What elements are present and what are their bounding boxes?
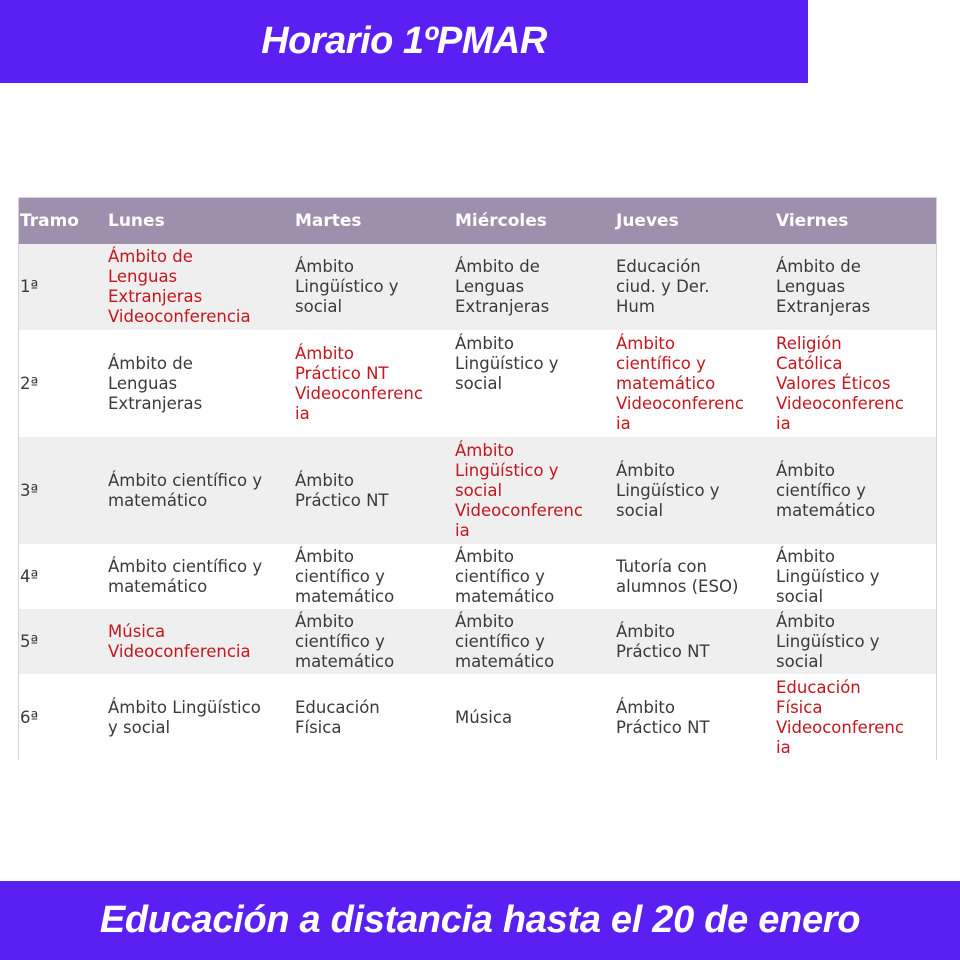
subject-text: Ámbito científico y matemático: [108, 470, 263, 510]
subject-text: Ámbito Práctico NT: [616, 698, 710, 737]
subject-text: Ámbito científico y matemático: [776, 460, 876, 520]
subject-text: Música Videoconferencia: [108, 621, 251, 661]
subject-text: Ámbito Lingüístico y social: [776, 611, 880, 671]
subject-text: Tutoría con alumnos (ESO): [616, 556, 739, 596]
schedule-cell: [616, 544, 776, 609]
schedule-cell: [616, 330, 776, 437]
tramo-cell: 2ª: [19, 330, 108, 437]
schedule-cell: [108, 544, 295, 609]
column-header-viernes: Viernes: [776, 198, 936, 244]
schedule-cell: [455, 609, 616, 674]
subject-text: Ámbito Lingüístico y social Videoconferenc ia: [455, 440, 583, 540]
schedule-cell: [108, 437, 295, 544]
subject-text: Ámbito científico y matemático: [455, 611, 555, 671]
tramo-cell: 1ª: [19, 244, 108, 330]
column-header-martes: Martes: [295, 198, 455, 244]
table-header-row: [19, 198, 936, 244]
column-header-lunes: Lunes: [108, 198, 295, 244]
title-banner: [0, 0, 808, 83]
table-row: [19, 244, 936, 330]
schedule-cell: [295, 609, 455, 674]
tramo-cell: 4ª: [19, 544, 108, 609]
subject-text: Educación ciud. y Der. Hum: [616, 257, 710, 316]
subject-text: Ámbito Práctico NT: [295, 470, 389, 510]
schedule-cell: [776, 674, 936, 762]
schedule-cell: [295, 330, 455, 437]
schedule-cell: [776, 437, 936, 544]
schedule-cell: [295, 437, 455, 544]
schedule-cell: [108, 674, 295, 762]
subject-text: Ámbito científico y matemático: [295, 611, 395, 671]
schedule-cell: [455, 437, 616, 544]
schedule-cell: [776, 244, 936, 330]
schedule-cell: [108, 244, 295, 330]
schedule-cell: [616, 437, 776, 544]
schedule-cell: [776, 609, 936, 674]
subject-text: Ámbito Lingüístico y social: [295, 257, 399, 316]
subject-text: Ámbito Práctico NT: [616, 621, 710, 661]
schedule-cell: [295, 244, 455, 330]
schedule-cell: [295, 674, 455, 762]
subject-text: Ámbito Práctico NT Videoconferenc ia: [295, 343, 423, 423]
schedule-cell: [616, 609, 776, 674]
subject-text: Música: [455, 708, 513, 727]
page-title: Horario 1ºPMAR: [261, 20, 547, 62]
schedule-cell: [616, 674, 776, 762]
subject-text: Ámbito científico y matemático: [295, 546, 395, 606]
subject-text: Ámbito de Lenguas Extranjeras: [776, 257, 871, 316]
subject-text: Ámbito de Lenguas Extranjeras Videoconferencia: [108, 247, 251, 326]
tramo-cell: 3ª: [19, 437, 108, 544]
table-row: [19, 609, 936, 674]
column-header-tramo: Tramo: [19, 198, 108, 244]
schedule-cell: [455, 674, 616, 762]
schedule-cell: [108, 609, 295, 674]
subject-text: Educación Física Videoconferenc ia: [776, 678, 904, 757]
column-header-jueves: Jueves: [616, 198, 776, 244]
table-row: [19, 330, 936, 437]
footer-text: Educación a distancia hasta el 20 de enero: [99, 899, 861, 941]
column-header-miercoles: Miércoles: [455, 198, 616, 244]
schedule-cell: [108, 330, 295, 437]
schedule-cell: [455, 330, 616, 437]
schedule-cell: [455, 244, 616, 330]
schedule-cell: [616, 244, 776, 330]
subject-text: Ámbito de Lenguas Extranjeras: [455, 257, 550, 316]
subject-text: Ámbito de Lenguas Extranjeras: [108, 353, 203, 413]
schedule-table: [18, 197, 937, 760]
tramo-cell: 5ª: [19, 609, 108, 674]
tramo-cell: 6ª: [19, 674, 108, 762]
table-row: [19, 674, 936, 762]
schedule-cell: [776, 544, 936, 609]
table-row: [19, 437, 936, 544]
footer-banner: [0, 881, 960, 960]
subject-text: Ámbito Lingüístico y social: [455, 334, 559, 393]
subject-text: Ámbito Lingüístico y social: [776, 546, 880, 606]
subject-text: Religión Católica Valores Éticos Videoconferenc ia: [776, 333, 904, 433]
subject-text: Ámbito Lingüístico y social: [616, 460, 720, 520]
schedule-cell: [776, 330, 936, 437]
subject-text: Ámbito científico y matemático: [455, 546, 555, 606]
table-row: [19, 544, 936, 609]
subject-text: Ámbito científico y matemático: [108, 556, 263, 596]
schedule-cell: [295, 544, 455, 609]
schedule-cell: [455, 544, 616, 609]
subject-text: Ámbito científico y matemático Videoconferenc ia: [616, 333, 744, 433]
subject-text: Educación Física: [295, 698, 380, 737]
subject-text: Ámbito Lingüístico y social: [108, 698, 261, 737]
